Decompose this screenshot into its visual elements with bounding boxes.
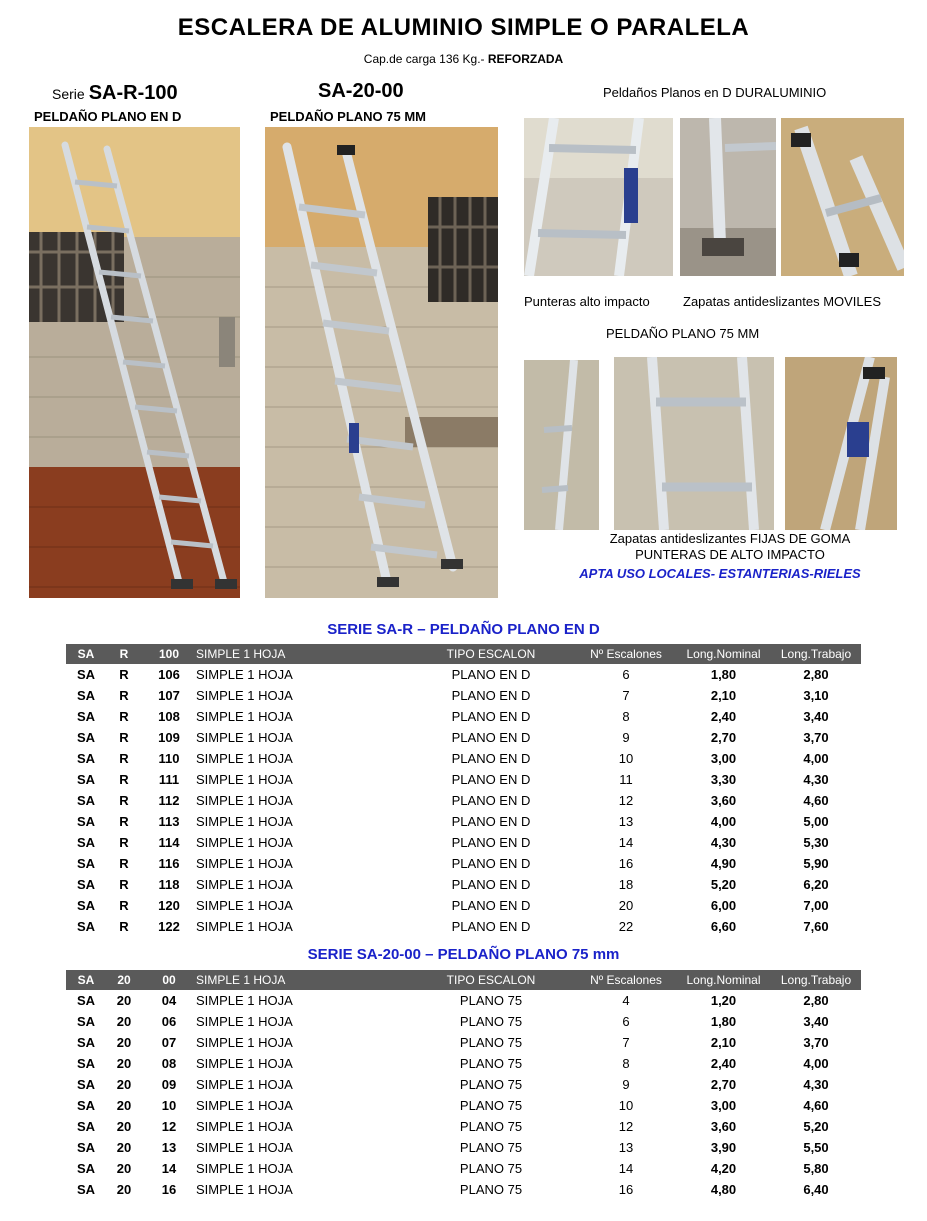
table-cell: 122 [158, 919, 180, 934]
table-cell: 112 [158, 793, 180, 808]
table-cell: 16 [618, 1182, 634, 1197]
table-cell: PLANO EN D [451, 919, 531, 934]
table-cell: SA [76, 772, 96, 787]
table-cell: R [119, 667, 129, 682]
table-cell: 2,10 [710, 688, 737, 703]
table-cell: 5,20 [803, 1119, 829, 1134]
table-cell: 6 [622, 667, 630, 682]
step-side-photo [524, 360, 599, 530]
table-cell: 12 [618, 1119, 634, 1134]
table-row [66, 1074, 861, 1095]
cap-detail-photo [781, 118, 904, 276]
table-cell: SA [76, 1098, 96, 1113]
table1 [66, 644, 861, 937]
table-cell: R [119, 772, 129, 787]
table-cell: 4 [622, 993, 630, 1008]
table-cell: SA [76, 898, 96, 913]
col-header: SA [66, 644, 106, 664]
table-cell: 06 [161, 1014, 177, 1029]
table-cell: 3,90 [710, 1140, 737, 1155]
table-cell: SIMPLE 1 HOJA [196, 751, 293, 766]
table-cell: PLANO EN D [451, 667, 531, 682]
table-cell: 4,00 [710, 814, 737, 829]
step-75-photo [614, 357, 774, 530]
table-cell: 12 [618, 793, 634, 808]
table-cell: SIMPLE 1 HOJA [196, 1140, 293, 1155]
table-cell: 2,40 [710, 1056, 737, 1071]
ladder-photo-sa-r [29, 127, 240, 598]
table-row [66, 1011, 861, 1032]
table-cell: 6,40 [803, 1182, 829, 1197]
caption-punteras: Punteras alto impacto [524, 294, 650, 309]
table1-title: SERIE SA-R – PELDAÑO PLANO EN D [327, 621, 600, 638]
table-cell: 4,30 [710, 835, 737, 850]
table-cell: SA [76, 1035, 96, 1050]
table-cell: 4,00 [803, 751, 829, 766]
table-row [66, 990, 861, 1011]
table-cell: R [119, 814, 129, 829]
step-detail-photo [524, 118, 673, 276]
table-cell: 4,60 [803, 793, 829, 808]
table-cell: SA [76, 856, 96, 871]
col-header: TIPO ESCALON [406, 970, 576, 990]
table-cell: 12 [161, 1119, 177, 1134]
table-cell: PLANO 75 [459, 1014, 523, 1029]
table-cell: 106 [158, 667, 180, 682]
table-cell: 3,40 [803, 709, 829, 724]
col-header: TIPO ESCALON [406, 644, 576, 664]
table-cell: 20 [116, 1161, 132, 1176]
table-cell: SA [76, 1014, 96, 1029]
table-cell: 10 [161, 1098, 177, 1113]
table-cell: SIMPLE 1 HOJA [196, 835, 293, 850]
table-cell: 4,30 [803, 1077, 829, 1092]
table-cell: 1,20 [710, 993, 737, 1008]
table-cell: 20 [116, 1098, 132, 1113]
table-row [66, 1032, 861, 1053]
table-cell: 108 [158, 709, 180, 724]
table-row [66, 853, 861, 874]
table-cell: SIMPLE 1 HOJA [196, 919, 293, 934]
table-cell: 14 [618, 835, 634, 850]
table-cell: 3,70 [803, 1035, 829, 1050]
table-cell: SA [76, 730, 96, 745]
table-cell: 5,20 [710, 877, 737, 892]
table-cell: PLANO EN D [451, 730, 531, 745]
table-cell: 10 [618, 1098, 634, 1113]
col-header: SA [66, 970, 106, 990]
table-cell: 5,30 [803, 835, 829, 850]
capacity-line [0, 52, 927, 66]
table-cell: 11 [619, 772, 633, 787]
table-cell: 13 [618, 814, 634, 829]
table-cell: 3,00 [710, 1098, 737, 1113]
table-cell: SA [76, 688, 96, 703]
table-cell: SIMPLE 1 HOJA [196, 709, 293, 724]
table-cell: 4,60 [803, 1098, 829, 1113]
table-cell: 18 [618, 877, 634, 892]
table-cell: SA [76, 751, 96, 766]
usage-banner: APTA USO LOCALES- ESTANTERIAS-RIELES [579, 566, 861, 581]
table-cell: 109 [158, 730, 180, 745]
table-cell: 22 [618, 919, 634, 934]
table-cell: SA [76, 1182, 96, 1197]
table-cell: SIMPLE 1 HOJA [196, 898, 293, 913]
table-cell: SA [76, 814, 96, 829]
top-cap-photo [785, 357, 897, 530]
table-cell: SIMPLE 1 HOJA [196, 667, 293, 682]
table-cell: 14 [618, 1161, 634, 1176]
table-cell: R [119, 835, 129, 850]
series-right-code: SA-20-00 [318, 80, 404, 102]
table-cell: 3,60 [710, 1119, 737, 1134]
table-cell: PLANO EN D [451, 688, 531, 703]
table-cell: PLANO 75 [459, 1161, 523, 1176]
table-row [66, 1095, 861, 1116]
table-cell: 08 [161, 1056, 177, 1071]
table-cell: SIMPLE 1 HOJA [196, 1035, 293, 1050]
table-cell: 3,40 [803, 1014, 829, 1029]
table-cell: 3,60 [710, 793, 737, 808]
table-cell: 20 [116, 1056, 132, 1071]
table-cell: PLANO EN D [451, 814, 531, 829]
table-cell: SIMPLE 1 HOJA [196, 793, 293, 808]
table-row [66, 1179, 861, 1200]
table-row [66, 748, 861, 769]
table-cell: 13 [618, 1140, 634, 1155]
col-header: Nº Escalones [576, 644, 676, 664]
table-cell: 4,90 [710, 856, 737, 871]
table-cell: 07 [161, 1035, 177, 1050]
table-cell: 20 [116, 993, 132, 1008]
table-row [66, 706, 861, 727]
foot-detail-photo [680, 118, 776, 276]
table-cell: 7,60 [803, 919, 829, 934]
table-cell: 8 [622, 709, 630, 724]
table-cell: 04 [161, 993, 177, 1008]
table-cell: SA [76, 793, 96, 808]
table-cell: 6 [622, 1014, 630, 1029]
table-cell: SIMPLE 1 HOJA [196, 1056, 293, 1071]
table-cell: SA [76, 919, 96, 934]
caption-punteras-2: PUNTERAS DE ALTO IMPACTO [635, 547, 825, 562]
table-cell: 09 [161, 1077, 177, 1092]
col-header: SIMPLE 1 HOJA [196, 970, 406, 990]
table-cell: 2,80 [803, 667, 829, 682]
table-cell: PLANO EN D [451, 856, 531, 871]
table-cell: R [119, 730, 129, 745]
table-cell: SIMPLE 1 HOJA [196, 1161, 293, 1176]
table-cell: 16 [161, 1182, 177, 1197]
table-cell: 7 [622, 688, 630, 703]
table-row [66, 811, 861, 832]
table-row [66, 1137, 861, 1158]
table-cell: 16 [618, 856, 634, 871]
table-row [66, 664, 861, 685]
ladder-photo-sa-20 [265, 127, 498, 598]
table-row [66, 727, 861, 748]
table-row [66, 895, 861, 916]
capacity-bold: REFORZADA [487, 52, 564, 66]
table2-header-row [66, 970, 861, 990]
col-header: Long.Trabajo [771, 644, 861, 664]
table-cell: 20 [116, 1035, 132, 1050]
table-cell: 1,80 [710, 667, 737, 682]
table-cell: SIMPLE 1 HOJA [196, 814, 293, 829]
table-cell: PLANO 75 [459, 1035, 523, 1050]
table-cell: 116 [158, 856, 180, 871]
table2-title: SERIE SA-20-00 – PELDAÑO PLANO 75 mm [307, 946, 620, 963]
table-cell: PLANO 75 [459, 1140, 523, 1155]
table-row [66, 769, 861, 790]
table-cell: SA [76, 1077, 96, 1092]
table2 [66, 970, 861, 1200]
table-cell: 5,00 [803, 814, 829, 829]
table-cell: 3,70 [803, 730, 829, 745]
table-cell: SA [76, 1161, 96, 1176]
table-cell: R [119, 856, 129, 871]
table-cell: R [119, 688, 129, 703]
table1-body [66, 664, 861, 937]
col-header: Long.Nominal [676, 970, 771, 990]
series-right-step: PELDAÑO PLANO 75 MM [270, 109, 427, 124]
table-cell: 20 [116, 1140, 132, 1155]
table-cell: 6,60 [710, 919, 737, 934]
table-cell: PLANO EN D [451, 835, 531, 850]
table-cell: 3,00 [710, 751, 737, 766]
table-cell: 2,70 [710, 1077, 737, 1092]
table-cell: 9 [622, 1077, 630, 1092]
table-cell: SIMPLE 1 HOJA [196, 1098, 293, 1113]
table-cell: 3,30 [710, 772, 737, 787]
table-cell: 5,50 [803, 1140, 829, 1155]
table-cell: SA [76, 877, 96, 892]
table-cell: 107 [158, 688, 180, 703]
table-cell: 2,80 [803, 993, 829, 1008]
table-cell: 20 [116, 1014, 132, 1029]
table-cell: SIMPLE 1 HOJA [196, 1014, 293, 1029]
table-cell: 120 [158, 898, 180, 913]
caption-peldano-75: PELDAÑO PLANO 75 MM [606, 326, 760, 341]
col-header: Long.Trabajo [771, 970, 861, 990]
table-cell: 14 [161, 1161, 177, 1176]
table-cell: SIMPLE 1 HOJA [196, 1119, 293, 1134]
table-cell: 5,90 [803, 856, 829, 871]
table-cell: R [119, 877, 129, 892]
table-cell: PLANO 75 [459, 1119, 523, 1134]
table2-body [66, 990, 861, 1200]
col-header: 100 [142, 644, 196, 664]
table-cell: SIMPLE 1 HOJA [196, 1182, 293, 1197]
series-left-label [52, 82, 178, 105]
table-cell: PLANO EN D [451, 709, 531, 724]
table-cell: 10 [618, 751, 634, 766]
table-cell: 8 [622, 1056, 630, 1071]
table-cell: 5,80 [803, 1161, 829, 1176]
table-cell: 118 [158, 877, 180, 892]
table-row [66, 1053, 861, 1074]
table-cell: PLANO 75 [459, 1077, 523, 1092]
table-cell: 1,80 [710, 1014, 737, 1029]
table-cell: PLANO 75 [459, 993, 523, 1008]
table-cell: 111 [158, 772, 180, 787]
table-cell: SIMPLE 1 HOJA [196, 730, 293, 745]
capacity-text: Cap.de carga 136 Kg.- [363, 52, 485, 66]
table-cell: R [119, 751, 129, 766]
table-cell: 6,00 [710, 898, 737, 913]
table-cell: SA [76, 709, 96, 724]
table-cell: 114 [158, 835, 180, 850]
table-cell: SIMPLE 1 HOJA [196, 688, 293, 703]
table-row [66, 1158, 861, 1179]
table-cell: PLANO 75 [459, 1056, 523, 1071]
col-header: R [106, 644, 142, 664]
table-cell: SA [76, 1140, 96, 1155]
table-cell: SA [76, 667, 96, 682]
table-cell: SIMPLE 1 HOJA [196, 1077, 293, 1092]
table-cell: SIMPLE 1 HOJA [196, 772, 293, 787]
table-cell: R [119, 898, 129, 913]
table-cell: SA [76, 1056, 96, 1071]
table-cell: 110 [158, 751, 180, 766]
table-cell: 13 [161, 1140, 177, 1155]
table-cell: PLANO 75 [459, 1182, 523, 1197]
table-cell: PLANO 75 [459, 1098, 523, 1113]
col-header: SIMPLE 1 HOJA [196, 644, 406, 664]
table-cell: SA [76, 993, 96, 1008]
table-row [66, 790, 861, 811]
table-row [66, 1116, 861, 1137]
table-cell: SIMPLE 1 HOJA [196, 993, 293, 1008]
table-row [66, 874, 861, 895]
table-cell: 113 [158, 814, 180, 829]
table-cell: PLANO EN D [451, 793, 531, 808]
table-cell: 6,20 [803, 877, 829, 892]
col-header: Long.Nominal [676, 644, 771, 664]
table-cell: 9 [622, 730, 630, 745]
page-title: ESCALERA DE ALUMINIO SIMPLE O PARALELA [177, 14, 750, 41]
table-cell: PLANO EN D [451, 898, 531, 913]
table-cell: R [119, 793, 129, 808]
table1-header-row [66, 644, 861, 664]
table-cell: 4,00 [803, 1056, 829, 1071]
table-cell: PLANO EN D [451, 772, 531, 787]
table-cell: SA [76, 835, 96, 850]
table-cell: R [119, 919, 129, 934]
table-cell: SA [76, 1119, 96, 1134]
table-cell: 4,80 [710, 1182, 737, 1197]
col-header: 00 [142, 970, 196, 990]
series-prefix: Serie [52, 86, 85, 102]
table-row [66, 832, 861, 853]
table-cell: SIMPLE 1 HOJA [196, 877, 293, 892]
caption-zapatas-fijas: Zapatas antideslizantes FIJAS DE GOMA [609, 531, 851, 546]
table-cell: 7,00 [803, 898, 829, 913]
table-row [66, 916, 861, 937]
table-cell: PLANO EN D [451, 751, 531, 766]
series-left-code: SA-R-100 [88, 82, 178, 104]
table-cell: SIMPLE 1 HOJA [196, 856, 293, 871]
series-left-step: PELDAÑO PLANO EN D [34, 109, 182, 124]
table-cell: PLANO EN D [451, 877, 531, 892]
table-cell: 20 [116, 1182, 132, 1197]
table-cell: 20 [116, 1077, 132, 1092]
table-cell: 3,10 [803, 688, 829, 703]
gallery-top-caption: Peldaños Planos en D DURALUMINIO [603, 85, 827, 100]
table-row [66, 685, 861, 706]
table-cell: R [119, 709, 129, 724]
table-cell: 20 [116, 1119, 132, 1134]
caption-zapatas-moviles: Zapatas antideslizantes MOVILES [683, 294, 881, 309]
col-header: Nº Escalones [576, 970, 676, 990]
table-cell: 2,70 [710, 730, 737, 745]
table-cell: 7 [622, 1035, 630, 1050]
col-header: 20 [106, 970, 142, 990]
table-cell: 20 [618, 898, 634, 913]
table-cell: 2,10 [710, 1035, 737, 1050]
table-cell: 4,30 [803, 772, 829, 787]
table-cell: 2,40 [710, 709, 737, 724]
table-cell: 4,20 [710, 1161, 737, 1176]
